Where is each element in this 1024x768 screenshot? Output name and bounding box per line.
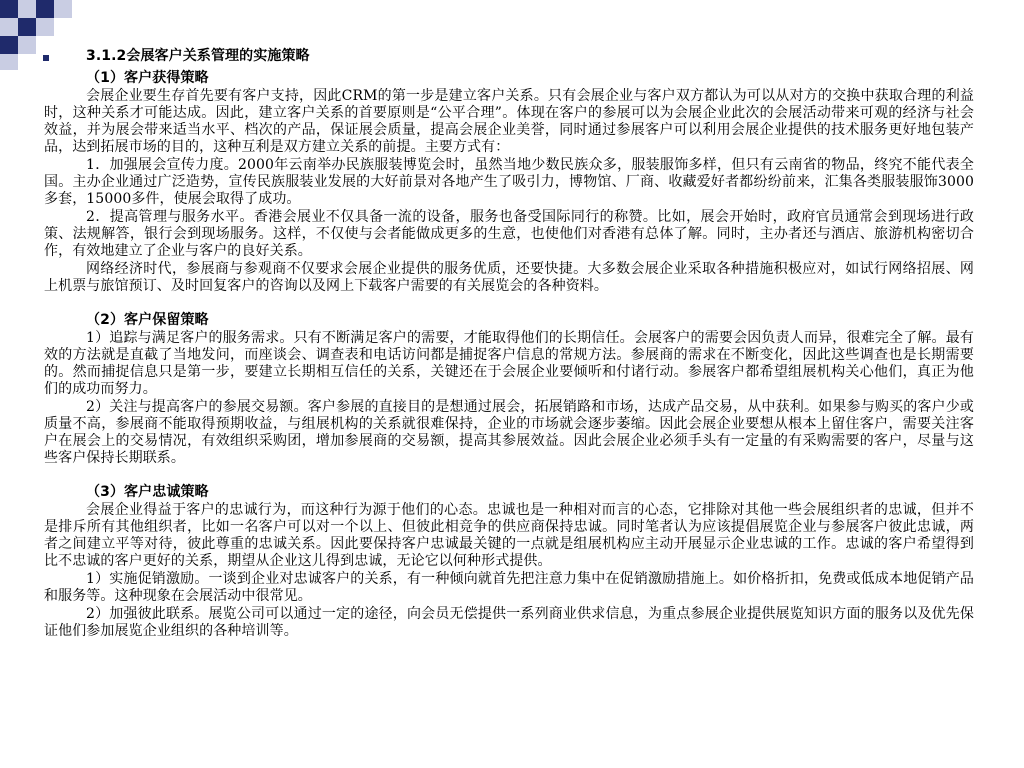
paragraph: 1）实施促销激励。一谈到企业对忠诚客户的关系，有一种倾向就首先把注意力集中在促销激励措施上。如价格折扣，免费或低成本地促销产品和服务等。这种现象在会展活动中很常见。	[44, 571, 974, 604]
subsection-title-retention: （2）客户保留策略	[86, 312, 209, 328]
section-heading: 3.1.2会展客户关系管理的实施策略	[86, 48, 310, 64]
paragraph: 1）追踪与满足客户的服务需求。只有不断满足客户的需要，才能取得他们的长期信任。会展客户的需要会因负责人而异，很难完全了解。最有效的方法就是直截了当地发问，而座谈会、调查表和电话访问都是捕捉客户信息的常规方法。参展商的需求在不断变化，因此这些调查也是长期需要的。然而捕捉信息只是第一步，要建立长期相互信任的关系，关键还在于会展企业要倾听和付诸行动。参展客户都希望组展机构关心他们，真正为他们的成功而努力。	[44, 330, 974, 397]
paragraph: 1．加强展会宣传力度。2000年云南举办民族服装博览会时，虽然当地少数民族众多，服装服饰多样，但只有云南省的物品，终究不能代表全国。主办企业通过广泛造势，宣传民族服装业发展的大好前景对各地产生了吸引力，博物馆、厂商、收藏爱好者都纷纷前来，汇集各类服装服饰3000多套，15000多件，使展会取得了成功。	[44, 157, 974, 207]
subsection-title-acquisition: （1）客户获得策略	[86, 70, 209, 86]
paragraph: 会展企业得益于客户的忠诚行为，而这种行为源于他们的心态。忠诚也是一种相对而言的心态，它排除对其他一些会展组织者的忠诚，但并不是排斥所有其他组织者，比如一名客户可以对一个以上、但彼此相竞争的供应商保持忠诚。同时笔者认为应该提倡展览企业与参展客户彼此忠诚，两者之间建立平等对待，彼此尊重的忠诚关系。因此要保持客户忠诚最关键的一点就是组展机构应主动开展显示企业忠诚的工作。忠诚的客户希望得到比不忠诚的客户更好的关系，期望从企业这儿得到忠诚，无论它以何种形式提供。	[44, 502, 974, 569]
paragraph: 2）加强彼此联系。展览公司可以通过一定的途径，向会员无偿提供一系列商业供求信息，为重点参展企业提供展览知识方面的服务以及优先保证他们参加展览企业组织的各种培训等。	[44, 606, 974, 639]
slide-content	[44, 46, 974, 641]
paragraph: 2．提高管理与服务水平。香港会展业不仅具备一流的设备，服务也备受国际同行的称赞。比如，展会开始时，政府官员通常会到现场进行政策、法规解答，银行会到现场服务。这样，不仅使与会者能做成更多的生意，也使他们对香港有总体了解。同时，主办者还与酒店、旅游机构密切合作，有效地建立了企业与客户的良好关系。	[44, 209, 974, 259]
paragraph: 会展企业要生存首先要有客户支持，因此CRM的第一步是建立客户关系。只有会展企业与客户双方都认为可以从对方的交换中获取合理的利益时，这种关系才可能达成。因此，建立客户关系的首要原则是“公平合理”。体现在客户的参展可以为会展企业此次的会展活动带来可观的经济与社会效益，并为展会带来适当水平、档次的产品，保证展会质量，提高会展企业美誉，同时通过参展客户可以利用会展企业提供的技术服务更好地包装产品，达到拓展市场的目的，这种互利是双方建立关系的前提。主要方式有：	[44, 88, 974, 155]
paragraph: 2）关注与提高客户的参展交易额。客户参展的直接目的是想通过展会，拓展销路和市场，达成产品交易，从中获利。如果参与购买的客户少或质量不高，参展商不能取得预期收益，与组展机构的关系就很难保持，企业的市场就会逐步萎缩。因此会展企业要想从根本上留住客户，需要关注客户在展会上的交易情况，有效组织采购团，增加参展商的交易额，提高其参展效益。因此会展企业必须手头有一定量的有采购需要的客户，尽量与这些客户保持长期联系。	[44, 399, 974, 466]
subsection-title-loyalty: （3）客户忠诚策略	[86, 484, 209, 500]
paragraph: 网络经济时代，参展商与参观商不仅要求会展企业提供的服务优质，还要快捷。大多数会展企业采取各种措施积极应对，如试行网络招展、网上机票与旅馆预订、及时回复客户的咨询以及网上下载客户需要的有关展览会的各种资料。	[44, 261, 974, 294]
